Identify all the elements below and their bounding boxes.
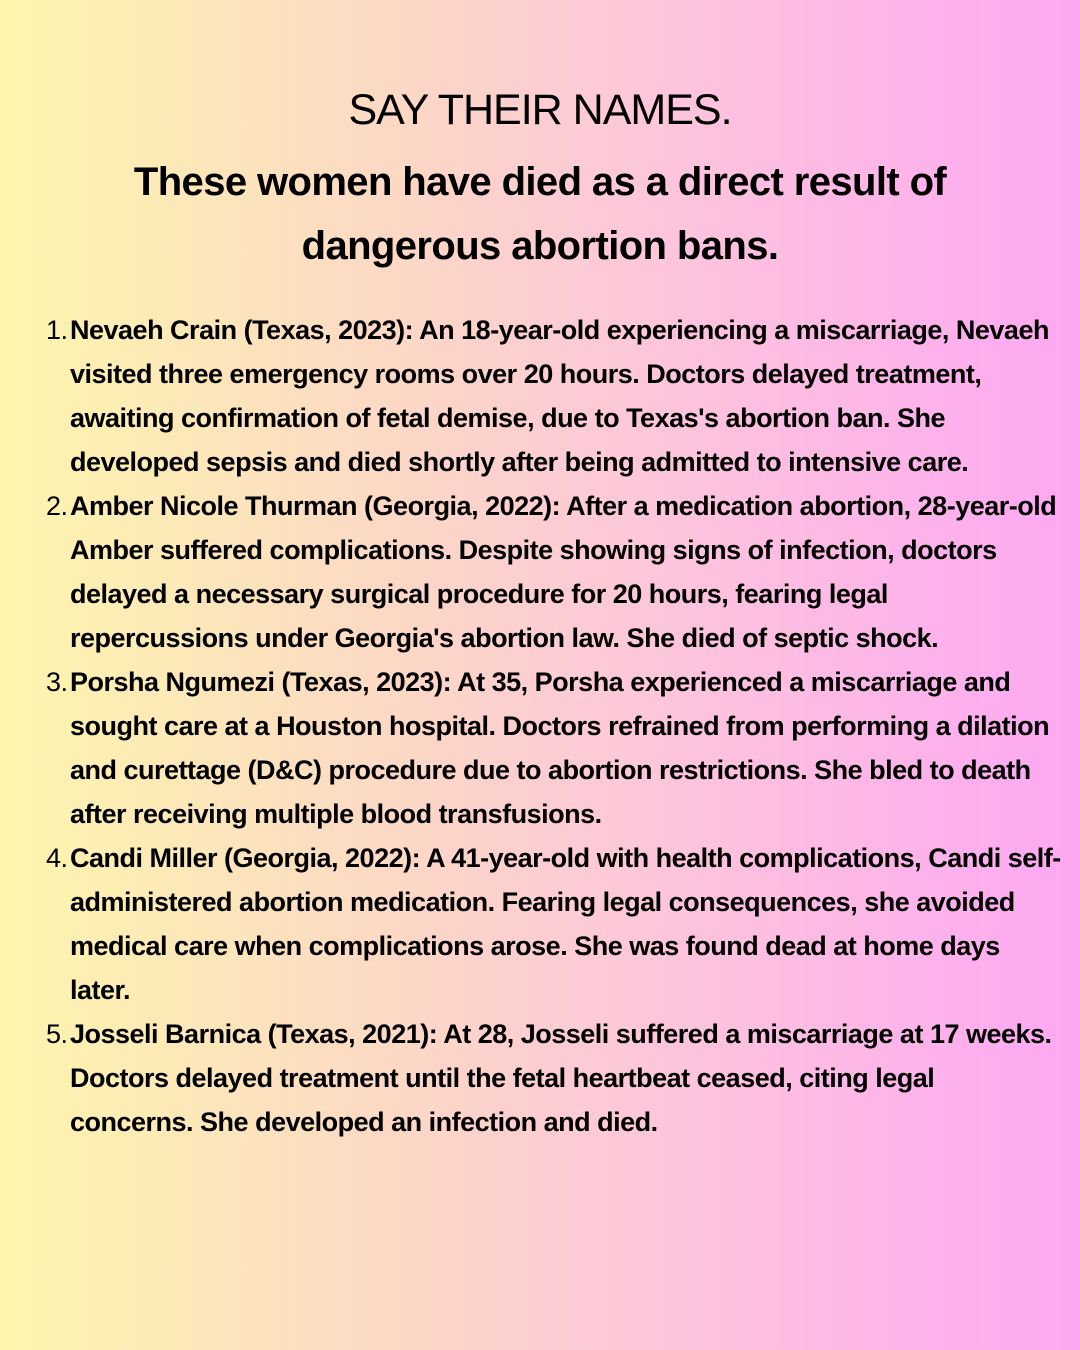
list-item-text: Porsha Ngumezi (Texas, 2023): At 35, Porsha experienced a miscarriage and sought care at a Houston hospital. Doctors refrained from performing a dilation and curettage (D&C) procedure due to abortion restrictions. She bled to death after receiving multiple blood transfusions. [70, 667, 1050, 829]
list-item-text: Josseli Barnica (Texas, 2021): At 28, Josseli suffered a miscarriage at 17 weeks. Doctors delayed treatment until the fetal heartbeat ceased, citing legal concerns. She developed an infection and died. [70, 1019, 1052, 1137]
list-item-number: 4. [46, 843, 68, 873]
list-item-text: Candi Miller (Georgia, 2022): A 41-year-old with health complications, Candi self-administered abortion medication. Fearing legal consequences, she avoided medical care when complications arose. She was found dead at home days later. [70, 843, 1061, 1005]
list-item-number: 1. [46, 315, 68, 345]
list-item [0, 836, 1080, 1012]
list-item-text: Nevaeh Crain (Texas, 2023): An 18-year-old experiencing a miscarriage, Nevaeh visited three emergency rooms over 20 hours. Doctors delayed treatment, awaiting confirmation of fetal demise, due to Texas's abortion ban. She developed sepsis and died shortly after being admitted to intensive care. [70, 315, 1049, 477]
list-item [0, 484, 1080, 660]
list-item-number: 5. [46, 1019, 68, 1049]
list-item [0, 660, 1080, 836]
victims-list [0, 308, 1080, 1144]
list-item-number: 2. [46, 491, 68, 521]
list-item [0, 308, 1080, 484]
headline-text: These women have died as a direct result of dangerous abortion bans. [133, 160, 947, 268]
list-item-text: Amber Nicole Thurman (Georgia, 2022): After a medication abortion, 28-year-old Amber suffered complications. Despite showing signs of infection, doctors delayed a necessary surgical procedure for 20 hours, fearing legal repercussions under Georgia's abortion law. She died of septic shock. [70, 491, 1057, 653]
kicker-text: SAY THEIR NAMES. [348, 86, 732, 134]
list-item-number: 3. [46, 667, 68, 697]
list-item [0, 1012, 1080, 1144]
